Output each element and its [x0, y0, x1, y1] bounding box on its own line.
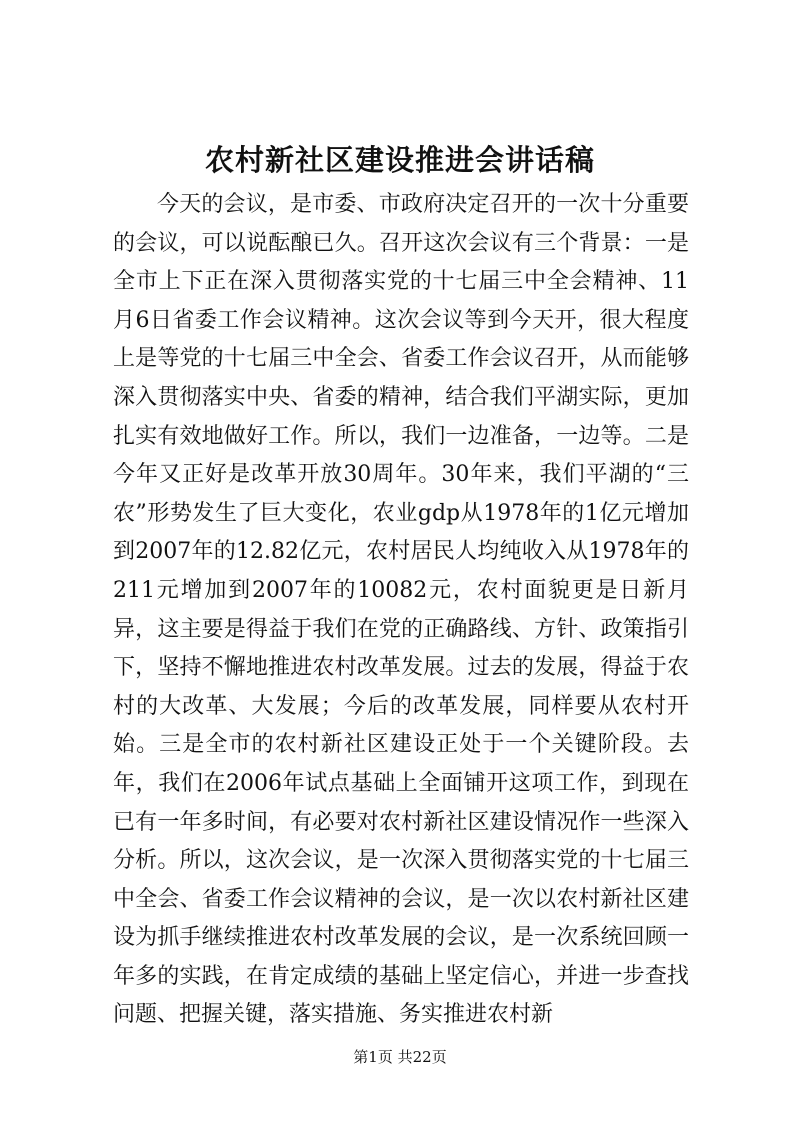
document-title: 农村新社区建设推进会讲话稿 [204, 143, 595, 177]
page-indicator: 第1页 共22页 [353, 1048, 447, 1066]
body-paragraph: 今天的会议，是市委、市政府决定召开的一次十分重要的会议，可以说酝酿已久。召开这次会议有三个背景：一是全市上下正在深入贯彻落实党的十七届三中全会精神、11月6日省委工作会议精神。这次会议等到今天开，很大程度上是等党的十七届三中全会、省委工作会议召开，从而能够深入贯彻落实中央、省委的精神，结合我们平湖实际，更加扎实有效地做好工作。所以，我们一边准备，一边等。二是今年又正好是改革开放30周年。30年来，我们平湖的“三农”形势发生了巨大变化，农业gdp从1978年的1亿元增加到2007年的12.82亿元，农村居民人均纯收入从1978年的211元增加到2007年的10082元，农村面貌更是日新月异，这主要是得益于我们在党的正确路线、方针、政策指引下，坚持不懈地推进农村改革发展。过去的发展，得益于农村的大改革、大发展；今后的改革发展，同样要从农村开始。三是全市的农村新社区建设正处于一个关键阶段。去年，我们在2006年试点基础上全面铺开这项工作，到现在已有一年多时间，有必要对农村新社区建设情况作一些深入分析。所以，这次会议，是一次深入贯彻落实党的十七届三中全会、省委工作会议精神的会议，是一次以农村新社区建设为抓手继续推进农村改革发展的会议，是一次系统回顾一年多的实践，在肯定成绩的基础上坚定信心，并进一步查找问题、把握关键，落实措施、务实推进农村新 [113, 192, 689, 1028]
